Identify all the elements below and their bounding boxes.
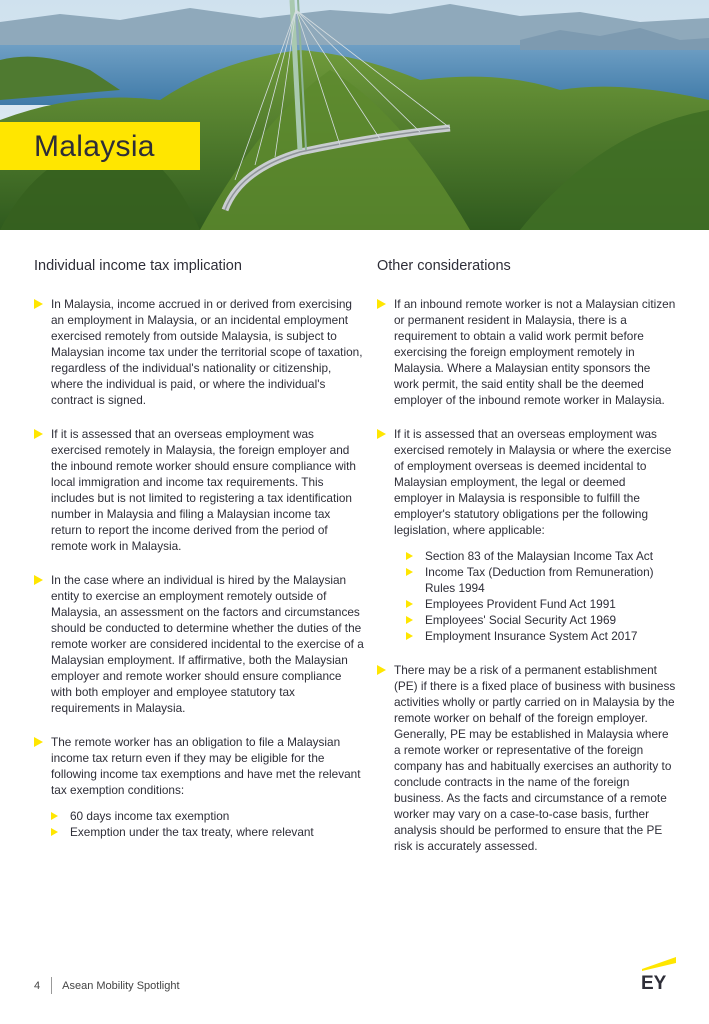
list-item-text: There may be a risk of a permanent establishment (PE) if there is a fixed place of business with business activities wholly or partly carried on in Malaysia by the remote worker on behalf of the foreign employer. Generally, PE may be established in Malaysia where a remote worker or representative of the foreign company has and habitually exercises an authority to conclude contracts in the name of the foreign business. As the facts and circumstance of a remote worker may vary on a case-to-case basis, further analysis should be performed to ensure that the PE risk is accurately assessed. [394, 663, 676, 853]
list-item-text: In the case where an individual is hired by the Malaysian entity to exercise an employment remotely outside of Malaysia, an assessment on the factors and circumstances should be conducted to determine whether the duties of the remote worker are considered incidental to the exercise of a Malaysian employment. If affirmative, both the Malaysian employer and remote worker should ensure compliance with both employer and employee statutory tax requirements in Malaysia. [51, 573, 364, 715]
list-item [34, 734, 364, 840]
sub-list-item-text: Section 83 of the Malaysian Income Tax Act [425, 549, 653, 563]
triangle-bullet-icon [51, 828, 58, 836]
right-column [377, 258, 677, 872]
ey-logo [640, 955, 676, 991]
sub-list-item [406, 596, 677, 612]
landscape-illustration [0, 0, 709, 230]
section-heading-income-tax: Individual income tax implication [34, 258, 242, 274]
section-heading-other-considerations: Other considerations [377, 258, 511, 274]
hero-image [0, 0, 709, 230]
sub-list-item-text: Employees' Social Security Act 1969 [425, 613, 617, 627]
sub-list-item-text: 60 days income tax exemption [70, 809, 230, 823]
triangle-bullet-icon [34, 429, 43, 439]
footer-divider [51, 977, 52, 994]
list-item [377, 296, 677, 408]
triangle-bullet-icon [34, 299, 43, 309]
triangle-bullet-icon [406, 600, 413, 608]
list-item [377, 426, 677, 644]
list-item-text: In Malaysia, income accrued in or derived from exercising an employment in Malaysia, or an incidental employment exercised remotely from outside Malaysia, is subject to Malaysian income tax under the territorial scope of taxation, regardless of the individual's nationality or citizenship, where the individual is paid, or where the individual's contract is signed. [51, 297, 363, 407]
sub-list-item [406, 628, 677, 644]
triangle-bullet-icon [51, 812, 58, 820]
page-number: 4 [34, 979, 41, 992]
triangle-bullet-icon [34, 575, 43, 585]
list-item [34, 426, 364, 554]
income-tax-list [34, 296, 364, 840]
sub-list-item [406, 548, 677, 564]
triangle-bullet-icon [377, 299, 386, 309]
triangle-bullet-icon [377, 665, 386, 675]
left-column [34, 258, 364, 858]
legislation-sublist [406, 548, 677, 644]
triangle-bullet-icon [377, 429, 386, 439]
sub-list-item [406, 564, 677, 596]
list-item-text: If an inbound remote worker is not a Malaysian citizen or permanent resident in Malaysia, there is a requirement to obtain a valid work permit before exercising the foreign employment remotely in Malaysia. Where a Malaysian entity sponsors the work permit, the said entity shall be the deemed employer of the inbound remote worker in Malaysia. [394, 297, 676, 407]
sub-list-item-text: Employees Provident Fund Act 1991 [425, 597, 616, 611]
page-title: Malaysia [0, 122, 200, 170]
sub-list-item-text: Exemption under the tax treaty, where relevant [70, 825, 314, 839]
sub-list-item [51, 824, 364, 840]
list-item-text: If it is assessed that an overseas employment was exercised remotely in Malaysia or where the exercise of employment overseas is deemed incidental to Malaysian employment, the legal or deemed employer in Malaysia is responsible to fulfill the employer's statutory obligations per the following legislation, where applicable: [394, 427, 672, 537]
publication-title: Asean Mobility Spotlight [62, 979, 180, 992]
sub-list-item-text: Income Tax (Deduction from Remuneration) Rules 1994 [425, 565, 654, 595]
list-item-text: The remote worker has an obligation to file a Malaysian income tax return even if they may be eligible for the following income tax exemptions and have met the relevant tax exemption conditions: [51, 735, 361, 797]
triangle-bullet-icon [406, 632, 413, 640]
sub-list-item [51, 808, 364, 824]
other-considerations-list [377, 296, 677, 854]
list-item-text: If it is assessed that an overseas employment was exercised remotely in Malaysia, the foreign employer and the inbound remote worker should ensure compliance with local immigration and income tax requirements. This includes but is not limited to registering a tax identification number in Malaysia and filing a Malaysian income tax return to report the income derived from the period of remote work in Malaysia. [51, 427, 356, 553]
list-item [34, 296, 364, 408]
sub-list-item-text: Employment Insurance System Act 2017 [425, 629, 638, 643]
page-footer [34, 977, 180, 994]
list-item [34, 572, 364, 716]
sub-list-item [406, 612, 677, 628]
triangle-bullet-icon [406, 616, 413, 624]
triangle-bullet-icon [406, 552, 413, 560]
list-item [377, 662, 677, 854]
triangle-bullet-icon [406, 568, 413, 576]
triangle-bullet-icon [34, 737, 43, 747]
logo-text: EY [641, 973, 667, 991]
exemption-sublist [51, 808, 364, 840]
